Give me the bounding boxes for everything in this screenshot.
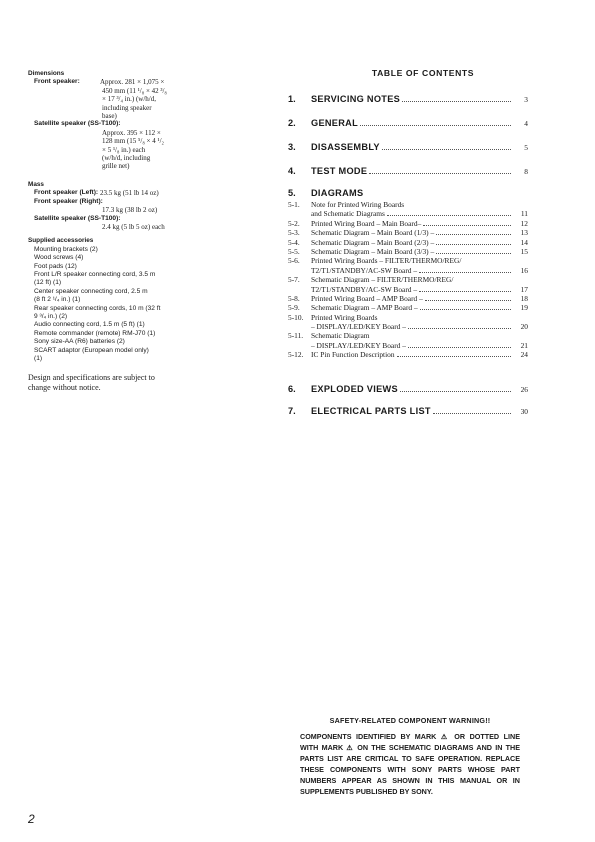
accessory-item: Sony size-AA (R6) batteries (2)	[34, 338, 125, 346]
accessory-item: Remote commander (remote) RM-J70 (1)	[34, 329, 156, 337]
accessory-item: 9 ³/₄ in.) (2)	[34, 312, 68, 320]
dot-leader	[419, 291, 511, 292]
toc-subentry-number: 5-1.	[288, 200, 300, 209]
toc-subentry[interactable]	[288, 313, 528, 322]
toc-subentry-page: 14	[520, 237, 528, 247]
specifications-note	[28, 373, 263, 393]
toc-subentry-page: 18	[520, 293, 528, 303]
mass-heading: Mass	[28, 180, 44, 188]
front-speaker-value-line: including speaker	[102, 103, 152, 112]
toc-entry-label: GENERAL	[311, 118, 359, 128]
accessory-item: (1)	[34, 355, 43, 362]
toc-subentry-number: 5-9.	[288, 303, 300, 313]
accessories-heading: Supplied accessories	[28, 237, 94, 245]
accessory-item: Wood screws (4)	[34, 254, 84, 262]
satellite-value-line: (w/h/d, including	[102, 154, 151, 163]
toc-subentry-label: Schematic Diagram – Main Board (3/3) –	[311, 246, 435, 256]
accessory-item: Center speaker connecting cord, 2.5 m	[34, 287, 148, 295]
front-right-mass-label: Front speaker (Right):	[34, 197, 103, 205]
toc-subentry-label: Schematic Diagram – Main Board (1/3) –	[311, 228, 435, 238]
page-number: 2	[28, 812, 35, 826]
toc-entry-number: 6.	[288, 383, 296, 394]
toc-subentry-label: Schematic Diagram – AMP Board –	[311, 303, 418, 313]
dot-leader	[397, 356, 511, 357]
toc-entry-label: DIAGRAMS	[311, 188, 364, 198]
toc-entry-servicing-notes[interactable]	[288, 94, 528, 106]
toc-subentry[interactable]	[288, 331, 528, 340]
safety-warning-body: COMPONENTS IDENTIFIED BY MARK ⚠ OR DOTTED LINE WITH MARK ⚠ ON THE SCHEMATIC DIAGRAMS AND IN THE PARTS LIST ARE CRITICAL TO SAFE OPERATION. REPLACE THESE COMPONENTS WITH SONY PARTS WHOSE PART NUMBERS APPEAR AS SHOWN IN THIS MANUAL OR IN SUPPLEMENTS PUBLISHED BY SONY.	[300, 732, 520, 796]
toc-subentry-page: 17	[520, 284, 528, 294]
front-speaker-value-line: base)	[102, 112, 117, 121]
toc-subentry[interactable]	[288, 285, 528, 294]
dot-leader	[425, 300, 511, 301]
toc-subentry-label: Note for Printed Wiring Boards	[311, 200, 405, 209]
toc-subentry[interactable]	[288, 238, 528, 247]
specifications-column	[28, 70, 263, 393]
satellite-value-line: Approx. 395 × 112 ×	[102, 128, 161, 137]
dot-leader	[436, 234, 511, 235]
toc-entry-number: 2.	[288, 118, 296, 128]
toc-entry-label: SERVICING NOTES	[311, 94, 401, 104]
toc-subentry[interactable]	[288, 322, 528, 331]
toc-subentry-page: 12	[520, 218, 528, 228]
toc-subentry-number: 5-6.	[288, 256, 300, 266]
front-left-mass-label: Front speaker (Left):	[34, 189, 99, 197]
satellite-value-line: × 5 ¹/₈ in.) each	[102, 145, 146, 154]
toc-subentry-label: Schematic Diagram – FILTER/THERMO/REG/	[311, 275, 454, 285]
dot-leader	[402, 101, 511, 102]
toc-subentry-page: 21	[520, 340, 528, 350]
toc-subentry-label: T2/T1/STANDBY/AC-SW Board –	[311, 284, 418, 294]
toc-subentry[interactable]	[288, 275, 528, 284]
table-of-contents	[288, 68, 528, 418]
toc-subentry[interactable]	[288, 294, 528, 303]
safety-warning-title: SAFETY-RELATED COMPONENT WARNING!!	[329, 716, 491, 725]
dot-leader	[420, 309, 511, 310]
toc-entry-page: 30	[520, 406, 528, 416]
dot-leader	[419, 272, 511, 273]
toc-subentry-label: Printed Wiring Board – Main Board–	[311, 218, 422, 228]
toc-subentry-label: Schematic Diagram – Main Board (2/3) –	[311, 237, 435, 247]
toc-subentry-number: 5-11.	[288, 331, 304, 341]
note-line: change without notice.	[28, 383, 101, 393]
dot-leader	[408, 347, 511, 348]
toc-subentry[interactable]	[288, 219, 528, 228]
toc-subentry-label: and Schematic Diagrams	[311, 209, 385, 219]
toc-subentry-number: 5-4.	[288, 237, 300, 247]
dimensions-heading: Dimensions	[28, 70, 65, 77]
toc-entry-exploded-views[interactable]	[288, 384, 528, 396]
dot-leader	[433, 413, 511, 414]
toc-subentry-label: – DISPLAY/LED/KEY Board –	[311, 322, 406, 332]
front-right-mass-value: 17.3 kg (38 lb 2 oz)	[102, 206, 158, 215]
toc-entry-page: 4	[524, 119, 528, 128]
toc-entry-number: 4.	[288, 166, 296, 176]
toc-entry-page: 5	[524, 143, 528, 152]
dot-leader	[360, 125, 511, 126]
accessory-item: Front L/R speaker connecting cord, 3.5 m	[34, 270, 156, 278]
toc-subentry-number: 5-12.	[288, 350, 304, 360]
toc-entry-number: 3.	[288, 142, 296, 152]
toc-entry-number: 5.	[288, 188, 296, 198]
satellite-speaker-label: Satellite speaker (SS-T100):	[34, 120, 121, 128]
toc-title: TABLE OF CONTENTS	[371, 68, 475, 78]
front-speaker-value-line: 450 mm (11 ¹/₈ × 42 ³/₈	[102, 86, 167, 95]
toc-subentry[interactable]	[288, 200, 528, 209]
toc-subentry-page: 13	[520, 228, 528, 238]
toc-subentry-number: 5-5.	[288, 246, 300, 256]
front-speaker-label: Front speaker:	[34, 78, 80, 86]
toc-subentry-label: IC Pin Function Description	[311, 350, 395, 360]
dot-leader	[436, 253, 511, 254]
toc-entry-page: 3	[524, 95, 528, 104]
toc-subentry-number: 5-10.	[288, 312, 304, 322]
dot-leader	[387, 215, 511, 216]
dot-leader	[408, 328, 511, 329]
toc-subentry-page: 16	[520, 265, 528, 275]
toc-subentry[interactable]	[288, 209, 528, 218]
dot-leader	[436, 244, 511, 245]
toc-subentry-page: 19	[520, 303, 528, 313]
toc-subentry-page: 24	[520, 350, 528, 360]
toc-subentry-label: Printed Wiring Board – AMP Board –	[311, 293, 423, 303]
satellite-mass-value: 2.4 kg (5 lb 5 oz) each	[102, 222, 165, 231]
toc-subentry[interactable]	[288, 256, 528, 265]
accessory-item: SCART adaptor (European model only)	[34, 346, 149, 354]
satellite-value-line: 128 mm (15 ⁵/₈ × 4 ¹/₂	[102, 137, 164, 146]
toc-subentry-page: 20	[520, 322, 528, 332]
toc-subentry-label: – DISPLAY/LED/KEY Board –	[311, 340, 406, 350]
front-speaker-dimensions	[28, 78, 263, 86]
toc-subentry-page: 11	[520, 209, 528, 219]
safety-warning	[300, 715, 520, 797]
front-speaker-value-line: × 17 ³/₄ in.) (w/h/d,	[102, 95, 156, 104]
toc-subentry[interactable]	[288, 303, 528, 312]
satellite-mass-label: Satellite speaker (SS-T100):	[34, 214, 121, 222]
toc-entry-label: DISASSEMBLY	[311, 142, 380, 152]
toc-subentry-number: 5-8.	[288, 293, 300, 303]
toc-entry-general[interactable]	[288, 118, 528, 130]
toc-subentry-label: Printed Wiring Boards	[311, 312, 378, 322]
dot-leader	[423, 225, 511, 226]
accessory-item: (12 ft) (1)	[34, 279, 62, 287]
toc-subentry-label: Schematic Diagram	[311, 331, 370, 341]
satellite-value-line: grille net)	[102, 162, 130, 171]
accessory-item: Mounting brackets (2)	[34, 245, 98, 253]
toc-subentry[interactable]	[288, 247, 528, 256]
toc-entry-test-mode[interactable]	[288, 166, 528, 178]
toc-subentry-label: Printed Wiring Boards – FILTER/THERMO/REG/	[311, 256, 462, 266]
toc-subentry-number: 5-7.	[288, 275, 300, 285]
toc-entry-label: ELECTRICAL PARTS LIST	[311, 405, 431, 416]
accessory-item: (8 ft 2 ¹/₄ in.) (1)	[34, 296, 81, 304]
toc-subentry[interactable]	[288, 341, 528, 350]
toc-entry-number: 7.	[288, 405, 296, 416]
toc-entry-page: 8	[524, 167, 528, 176]
toc-entry-number: 1.	[288, 94, 296, 104]
toc-subentry-number: 5-3.	[288, 228, 300, 238]
toc-entry-diagrams[interactable]	[288, 188, 528, 200]
front-speaker-value-line: Approx. 281 × 1,075 ×	[100, 78, 165, 87]
accessory-item: Audio connecting cord, 1.5 m (5 ft) (1)	[34, 321, 145, 329]
toc-subentry-label: T2/T1/STANDBY/AC-SW Board –	[311, 265, 418, 275]
dot-leader	[369, 173, 511, 174]
toc-subentry-number: 5-2.	[288, 218, 300, 228]
dot-leader	[400, 391, 511, 392]
toc-entry-label: EXPLODED VIEWS	[311, 383, 398, 394]
front-left-mass-value: 23.5 kg (51 lb 14 oz)	[100, 189, 159, 198]
toc-entry-page: 26	[520, 384, 528, 394]
toc-entry-label: TEST MODE	[311, 166, 368, 176]
toc-subentry[interactable]	[288, 266, 528, 275]
dot-leader	[382, 149, 511, 150]
accessory-item: Rear speaker connecting cords, 10 m (32 ft	[34, 304, 161, 312]
toc-subentry-page: 15	[520, 246, 528, 256]
accessory-item: Foot pads (12)	[34, 262, 77, 270]
toc-entry-electrical-parts-list[interactable]	[288, 406, 528, 418]
toc-subentry[interactable]	[288, 350, 528, 359]
front-left-mass	[28, 189, 263, 197]
toc-entry-disassembly[interactable]	[288, 142, 528, 154]
note-line: Design and specifications are subject to	[28, 373, 155, 383]
toc-subentry[interactable]	[288, 228, 528, 237]
